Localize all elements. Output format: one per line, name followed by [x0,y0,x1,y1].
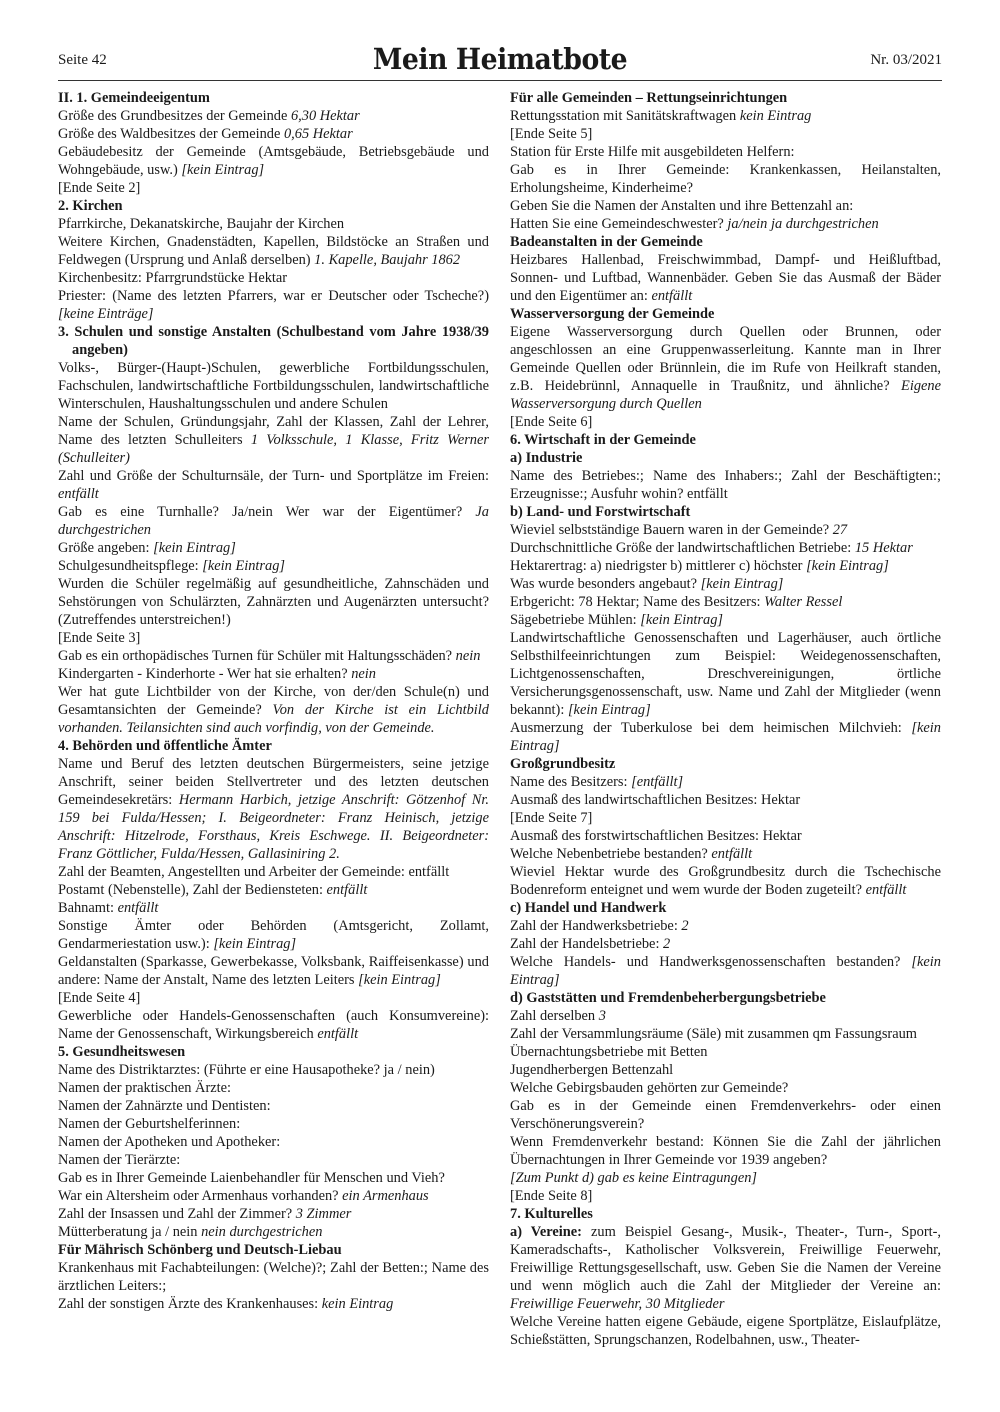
paragraph: Landwirtschaftliche Genossenschaften und Lagerhäuser, auch örtliche Selbsthilfeeinrichtungen zum Beispiel: Weidegenossenschaften, Lichtgenossenschaften, Dreschvereinigungen, örtliche Versicherungsgenossenschaft, usw. Name und Zahl der Mitglieder (wenn bekannt): [kein Eintrag] [510,630,941,718]
paragraph: Gab es in Ihrer Gemeinde Laienbehandler für Menschen und Vieh? [58,1170,445,1186]
paragraph: Volks-, Bürger-(Haupt-)Schulen, gewerbliche Fortbildungsschulen, Fachschulen, landwirtschaftliche Fortbildungsschulen, landwirtschaftliche Winterschulen, Haushaltungsschulen und andere Schulen [58,360,489,412]
paragraph: Wer hat gute Lichtbilder von der Kirche, von der/den Schule(n) und Gesamtansichten der Gemeinde? Von der Kirche ist ein Lichtbild vorhanden. Teilansichten sind auch vorfindig, von der Gemeinde. [58,684,489,736]
paragraph: Mütterberatung ja / nein nein durchgestrichen [58,1224,323,1240]
paragraph: Priester: (Name des letzten Pfarrers, war er Deutscher oder Tscheche?) [keine Einträge] [58,288,489,322]
paragraph: Ausmaß des forstwirtschaftlichen Besitzes: Hektar [510,828,802,844]
paragraph: Heizbares Hallenbad, Freischwimmbad, Dampf- und Heißluftbad, Sonnen- und Luftbad, Wannenbäder. Geben Sie das Ausmaß der Bäder und den Eigentümer an: entfällt [510,252,941,304]
paragraph: Namen der praktischen Ärzte: [58,1080,232,1096]
paragraph: Pfarrkirche, Dekanatskirche, Baujahr der Kirchen [58,216,345,232]
subsection-heading: Großgrundbesitz [510,756,616,772]
paragraph: Zahl der Beamten, Angestellten und Arbeiter der Gemeinde: entfällt [58,864,450,880]
paragraph: Wieviel selbstständige Bauern waren in der Gemeinde? 27 [510,522,848,538]
issue-number: Nr. 03/2021 [870,52,942,68]
page-marker: [Ende Seite 8] [510,1188,593,1204]
paragraph: Sonstige Ämter oder Behörden (Amtsgericht, Zollamt, Gendarmeriestation usw.): [kein Eintrag] [58,918,489,952]
paragraph: Hektarertrag: a) niedrigster b) mittlerer c) höchster [kein Eintrag] [510,558,889,574]
paragraph: Übernachtungsbetriebe mit Betten [510,1044,708,1060]
paragraph: Kindergarten - Kinderhorte - Wer hat sie erhalten? nein [58,666,376,682]
paragraph: Bahnamt: entfällt [58,900,159,916]
header-rule [58,80,942,81]
paragraph: Gab es in Ihrer Gemeinde: Krankenkassen, Heilanstalten, Erholungsheime, Kinderheime? [510,162,941,196]
section-heading: 3. Schulen und sonstige Anstalten (Schulbestand vom Jahre 1938/39 angeben) [58,324,489,358]
section-heading: Wasserversorgung der Gemeinde [510,306,715,322]
left-column [58,89,489,1313]
page-header [58,40,942,80]
subsection-heading: a) Industrie [510,450,583,466]
paragraph: Station für Erste Hilfe mit ausgebildeten Helfern: [510,144,795,160]
paragraph: Gab es in der Gemeinde einen Fremdenverkehrs- oder einen Verschönerungsverein? [510,1098,941,1132]
paragraph: Wurden die Schüler regelmäßig auf gesundheitliche, Zahnschäden und Sehstörungen von Schulärzten, Zahnärzten und Augenärzten untersucht? (Zutreffendes unterstreichen!) [58,576,489,628]
paragraph: Weitere Kirchen, Gnadenstädten, Kapellen, Bildstöcke an Straßen und Feldwegen (Ursprung und Anlaß derselben) 1. Kapelle, Baujahr 1862 [58,234,489,268]
page-marker: [Ende Seite 6] [510,414,593,430]
paragraph: Größe des Grundbesitzes der Gemeinde 6,30 Hektar [58,108,360,124]
paragraph: Wenn Fremdenverkehr bestand: Können Sie die Zahl der jährlichen Übernachtungen in Ihrer Gemeinde vor 1939 angeben? [510,1134,941,1168]
paragraph: Name der Schulen, Gründungsjahr, Zahl der Klassen, Zahl der Lehrer, Name des letzten Schulleiters 1 Volksschule, 1 Klasse, Fritz Werner (Schulleiter) [58,414,489,466]
paragraph: Zahl und Größe der Schulturnsäle, der Turn- und Sportplätze im Freien: entfällt [58,468,489,502]
subsection-heading: b) Land- und Forstwirtschaft [510,504,691,520]
editor-note: [Zum Punkt d) gab es keine Eintragungen] [510,1170,758,1186]
paragraph: Gab es eine Turnhalle? Ja/nein Wer war der Eigentümer? Ja durchgestrichen [58,504,489,538]
page-marker: [Ende Seite 3] [58,630,141,646]
paragraph: Zahl der Versammlungsräume (Säle) mit zusammen qm Fassungsraum [510,1026,917,1042]
page-marker: [Ende Seite 4] [58,990,141,1006]
newspaper-logo: Mein Heimatbote [372,42,628,76]
paragraph: Zahl der Handwerksbetriebe: 2 [510,918,689,934]
paragraph: Welche Nebenbetriebe bestanden? entfällt [510,846,753,862]
subsection-heading: d) Gaststätten und Fremdenbeherbergungsbetriebe [510,990,826,1006]
paragraph: Namen der Tierärzte: [58,1152,181,1168]
paragraph: Hatten Sie eine Gemeindeschwester? ja/nein ja durchgestrichen [510,216,879,232]
paragraph: Rettungsstation mit Sanitätskraftwagen kein Eintrag [510,108,812,124]
page-marker: [Ende Seite 7] [510,810,593,826]
section-heading: 5. Gesundheitswesen [58,1044,186,1060]
paragraph: Jugendherbergen Bettenzahl [510,1062,674,1078]
paragraph: Eigene Wasserversorgung durch Quellen oder Brunnen, oder angeschlossen an eine Gruppenwasserleitung. Kannte man in Ihrer Gemeinde Quellen oder Brünnlein, die im Rufe von Heilkraft standen, z.B. Heidebrünnl, Annaquelle in Traußnitz, und ähnliche? Eigene Wasserversorgung durch Quellen [510,324,941,412]
paragraph: Namen der Geburtshelferinnen: [58,1116,241,1132]
page-number: Seite 42 [58,52,107,68]
paragraph: Name des Besitzers: [entfällt] [510,774,684,790]
section-heading: Badeanstalten in der Gemeinde [510,234,703,250]
paragraph: a) Vereine: zum Beispiel Gesang-, Musik-, Theater-, Turn-, Sport-, Kameradschafts-, Katholischer Volksverein, Freiwillige Feuerwehr, Freiwillige Rettungsgesellschaft, usw. Geben Sie die Namen der Vereine und wenn möglich auch die Zahl der Mitglieder der Vereine an: Freiwillige Feuerwehr, 30 Mitglieder [510,1224,942,1312]
paragraph: Kirchenbesitz: Pfarrgrundstücke Hektar [58,270,288,286]
paragraph: Durchschnittliche Größe der landwirtschaftlichen Betriebe: 15 Hektar [510,540,913,556]
paragraph: Name des Betriebes:; Name des Inhabers:; Zahl der Beschäftigten:; Erzeugnisse:; Ausfuhr wohin? entfällt [510,468,941,502]
page-marker: [Ende Seite 5] [510,126,593,142]
paragraph: Wieviel Hektar wurde des Großgrundbesitz durch die Tschechische Bodenreform enteignet und wem wurde der Boden zugeteilt? entfällt [510,864,941,898]
paragraph: Postamt (Nebenstelle), Zahl der Bediensteten: entfällt [58,882,368,898]
paragraph: Name des Distriktarztes: (Führte er eine Hausapotheke? ja / nein) [58,1062,435,1078]
section-heading: 7. Kulturelles [510,1206,593,1222]
paragraph: Gebäudebesitz der Gemeinde (Amtsgebäude, Betriebsgebäude und Wohngebäude, usw.) [kein Eintrag] [58,144,489,178]
paragraph: Sägebetriebe Mühlen: [kein Eintrag] [510,612,724,628]
paragraph: Erbgericht: 78 Hektar; Name des Besitzers: Walter Ressel [510,594,843,610]
paragraph: Namen der Apotheken und Apotheker: [58,1134,281,1150]
right-column [510,89,941,1349]
paragraph: Krankenhaus mit Fachabteilungen: (Welche)?; Zahl der Betten:; Name des ärztlichen Leiters:; [58,1260,489,1294]
paragraph: Welche Handels- und Handwerksgenossenschaften bestanden? [kein Eintrag] [510,954,941,988]
paragraph: Größe des Waldbesitzes der Gemeinde 0,65 Hektar [58,126,353,142]
paragraph: Gewerbliche oder Handels-Genossenschaften (auch Konsumvereine): Name der Genossenschaft, Wirkungsbereich entfällt [58,1008,489,1042]
paragraph: War ein Altersheim oder Armenhaus vorhanden? ein Armenhaus [58,1188,429,1204]
paragraph: Welche Gebirgsbauden gehörten zur Gemeinde? [510,1080,789,1096]
section-heading: II. 1. Gemeindeeigentum [58,90,210,106]
paragraph: Zahl derselben 3 [510,1008,606,1024]
paragraph: Zahl der sonstigen Ärzte des Krankenhauses: kein Eintrag [58,1296,394,1312]
paragraph: Ausmerzung der Tuberkulose bei dem heimischen Milchvieh: [kein Eintrag] [510,720,941,754]
paragraph: Gab es ein orthopädisches Turnen für Schüler mit Haltungsschäden? nein [58,648,481,664]
paragraph: Namen der Zahnärzte und Dentisten: [58,1098,271,1114]
paragraph: Geldanstalten (Sparkasse, Gewerbekasse, Volksbank, Raiffeisenkasse) und andere: Name der Anstalt, Name des letzten Leiters [kein Eintrag] [58,954,489,988]
subsection-heading: c) Handel und Handwerk [510,900,667,916]
paragraph: Zahl der Handelsbetriebe: 2 [510,936,671,952]
section-heading: Für alle Gemeinden – Rettungseinrichtungen [510,90,788,106]
paragraph: Ausmaß des landwirtschaftlichen Besitzes: Hektar [510,792,801,808]
paragraph: Name und Beruf des letzten deutschen Bürgermeisters, seine jetzige Anschrift, seiner beiden Stellvertreter und des letzten deutschen Gemeindesekretärs: Hermann Harbich, jetzige Anschrift: Götzenhof Nr. 159 bei Fulda/Hessen; I. Beigeordneter: Franz Heinisch, jetzige Anschrift: Hitzelrode, Forsthaus, Kreis Eschwege. II. Beigeordneter: Franz Göttlicher, Fulda/Hessen, Gallasiniring 2. [58,756,489,862]
paragraph: Was wurde besonders angebaut? [kein Eintrag] [510,576,784,592]
paragraph: Schulgesundheitspflege: [kein Eintrag] [58,558,286,574]
section-heading: 2. Kirchen [58,198,123,214]
section-heading: 6. Wirtschaft in der Gemeinde [510,432,696,448]
paragraph: Welche Vereine hatten eigene Gebäude, eigene Sportplätze, Eislaufplätze, Schießstätten, Sprungschanzen, Rodelbahnen, usw., Theater- [510,1314,941,1348]
paragraph: Größe angeben: [kein Eintrag] [58,540,236,556]
paragraph: Geben Sie die Namen der Anstalten und ihre Bettenzahl an: [510,198,854,214]
section-heading: Für Mährisch Schönberg und Deutsch-Liebau [58,1242,342,1258]
section-heading: 4. Behörden und öffentliche Ämter [58,738,272,754]
page-marker: [Ende Seite 2] [58,180,141,196]
paragraph: Zahl der Insassen und Zahl der Zimmer? 3 Zimmer [58,1206,352,1222]
